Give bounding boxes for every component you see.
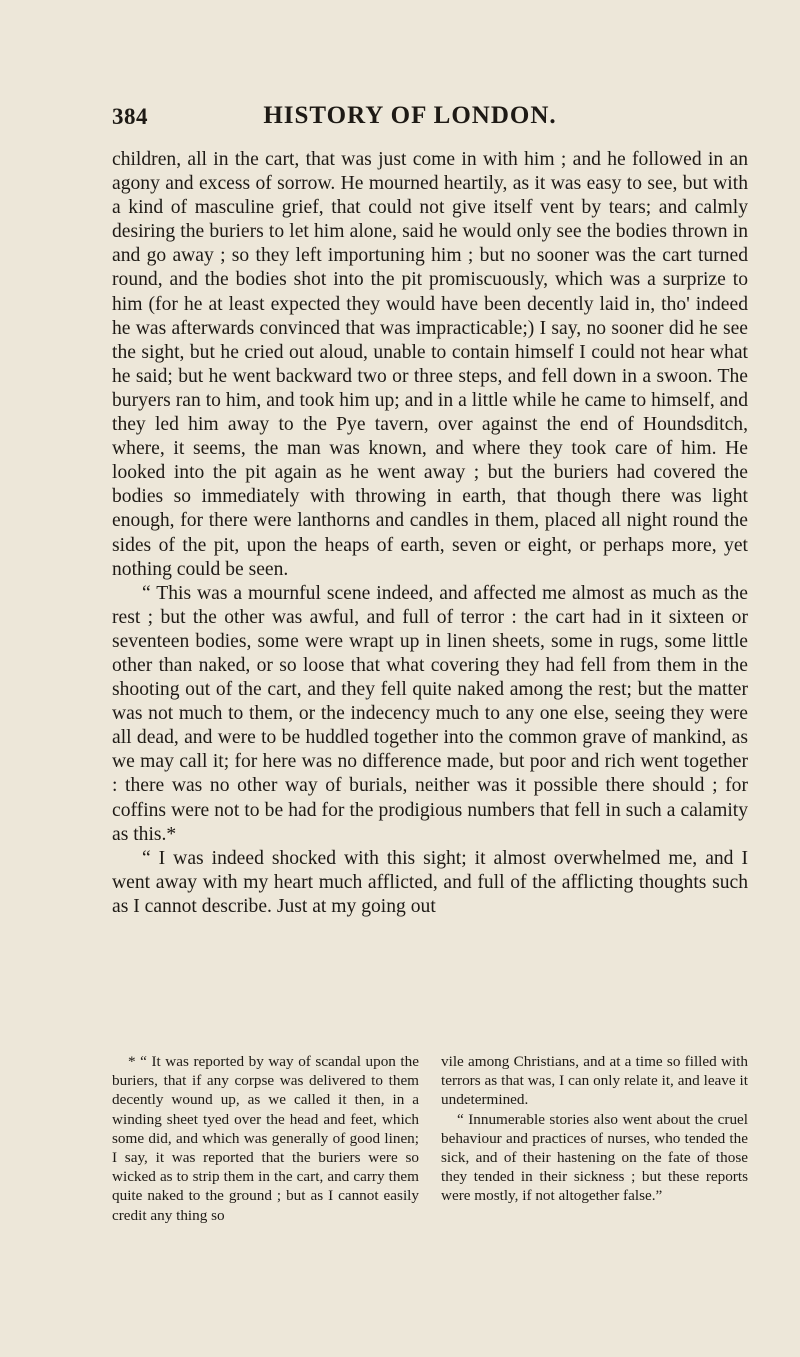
footnote-left-text: * “ It was reported by way of scandal upon the buriers, that if any corpse was delivered to them decently wound up, as we called it then, in a winding sheet tyed over the head and feet, which some did, and which was generally of good linen; I say, it was reported that the buriers were so wicked as to strip them in the cart, and carry them quite naked to the ground ; but as I cannot easily credit any thing so — [112, 1053, 419, 1224]
page-header — [100, 98, 720, 138]
page-number: 384 — [112, 104, 148, 129]
footnote-right-text-2: “ Innumerable stories also went about the cruel behaviour and practices of nurses, who tended the sick, and of their hastening on the fate of those they tended in their sickness ; but these reports were mostly, if not altogether false.” — [441, 1110, 748, 1205]
paragraph-3: “ I was indeed shocked with this sight; it almost overwhelmed me, and I went away with my heart much afflicted, and full of the afflicting thoughts such as I cannot describe. Just at my going out — [112, 847, 748, 917]
footnote — [112, 1052, 748, 1225]
running-title: HISTORY OF LONDON. — [263, 102, 557, 129]
footnote-left-column — [112, 1052, 419, 1225]
footnote-right-text-1: vile among Christians, and at a time so filled with terrors as that was, I can only relate it, and leave it undetermined. — [441, 1053, 748, 1109]
main-text — [112, 148, 748, 919]
paragraph-1: children, all in the cart, that was just come in with him ; and he followed in an agony and excess of sorrow. He mourned heartily, as it was easy to see, but with a kind of masculine grief, that could not give itself vent by tears; and calmly desiring the buriers to let him alone, said he would only see the bodies thrown in and go away ; so they left importuning him ; but no sooner was the cart turned round, and the bodies shot into the pit promiscuously, which was a surprize to him (for he at least expected they would have been decently laid in, tho' indeed he was afterwards convinced that was impracticable;) I say, no sooner did he see the sight, but he cried out aloud, unable to contain himself I could not hear what he said; but he went backward two or three steps, and fell down in a swoon. The buryers ran to him, and took him up; and in a little while he came to himself, and they led him away to the Pye tavern, over against the end of Houndsditch, where, it seems, the man was known, and where they took care of him. He looked into the pit again as he went away ; but the buriers had covered the bodies so immediately with throwing in earth, that though there was light enough, for there were lanthorns and candles in them, placed all night round the sides of the pit, upon the heaps of earth, seven or eight, or perhaps more, yet nothing could be seen. — [112, 149, 748, 580]
footnote-right-column — [441, 1052, 748, 1225]
paragraph-2: “ This was a mournful scene indeed, and affected me almost as much as the rest ; but the other was awful, and full of terror : the cart had in it sixteen or seventeen bodies, some were wrapt up in linen sheets, some in rugs, some little other than naked, or so loose that what covering they had fell from them in the shooting out of the cart, and they fell quite naked among the rest; but the matter was not much to them, or the indecency much to any one else, seeing they were all dead, and were to be huddled together into the common grave of mankind, as we may call it; for here was no difference made, but poor and rich went together : there was no other way of burials, neither was it possible there should ; for coffins were not to be had for the prodigious numbers that fell in such a calamity as this.* — [112, 582, 748, 845]
